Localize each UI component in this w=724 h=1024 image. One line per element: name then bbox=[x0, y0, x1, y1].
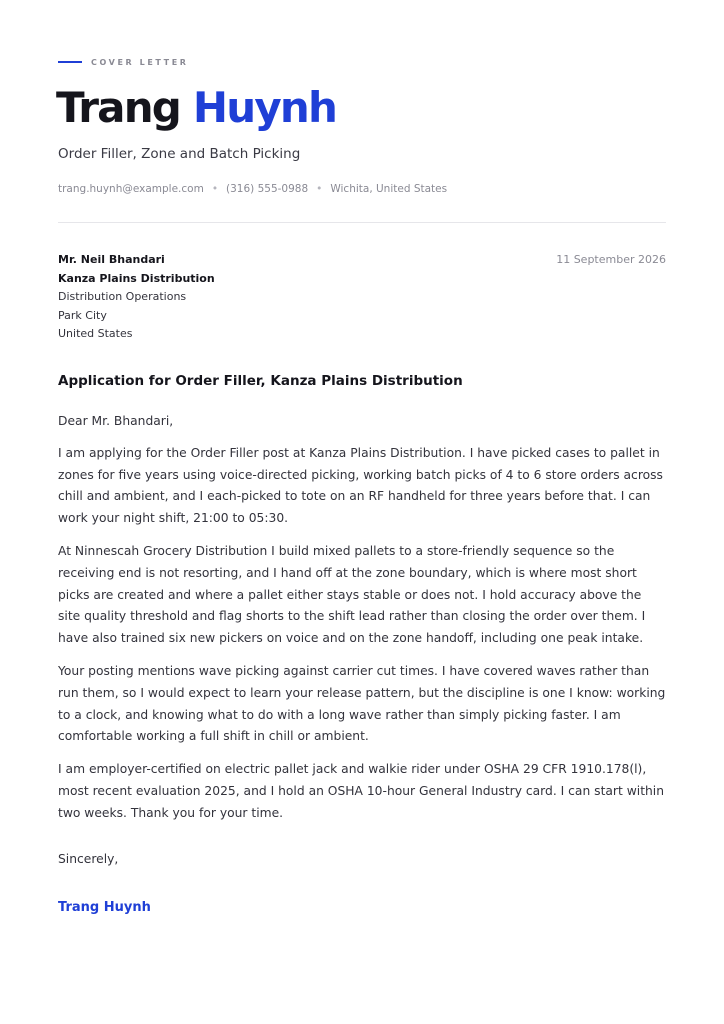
signature: Trang Huynh bbox=[58, 900, 151, 915]
body-paragraph: At Ninnescah Grocery Distribution I build mixed pallets to a store-friendly sequence so the receiving end is not resorting, and I hand off at the zone boundary, which is where most short picks are created and where a pallet either stays stable or does not. I hold accuracy above the site quality threshold and flag shorts to the shift lead rather than closing the order over them. I have also trained six new pickers on voice and on the zone handoff, including one peak intake. bbox=[58, 543, 646, 646]
recipient-name: Mr. Neil Bhandari bbox=[58, 253, 165, 266]
eyebrow bbox=[58, 56, 189, 68]
body-paragraph: Your posting mentions wave picking against carrier cut times. I have covered waves rather than run them, so I would expect to learn your release pattern, but the discipline is one I know: working to a clock, and knowing what to do with a long wave rather than simply picking faster. I am comfortable working a full shift in chill or ambient. bbox=[58, 663, 666, 744]
contact-email[interactable]: trang.huynh@example.com bbox=[58, 183, 204, 195]
letter-subject: Application for Order Filler, Kanza Plains Distribution bbox=[58, 373, 463, 389]
salutation: Dear Mr. Bhandari, bbox=[58, 414, 174, 428]
last-name: Huynh bbox=[192, 83, 337, 132]
contact-location: Wichita, United States bbox=[330, 183, 448, 195]
contact-separator: • bbox=[316, 183, 323, 195]
first-name: Trang bbox=[56, 83, 181, 132]
recipient-department: Distribution Operations bbox=[58, 290, 187, 303]
body-paragraph: I am employer-certified on electric pallet jack and walkie rider under OSHA 29 CFR 1910.178(l), most recent evaluation 2025, and I hold an OSHA 10-hour General Industry card. I can start within two weeks. Thank you for your time. bbox=[58, 762, 665, 820]
contact-line bbox=[58, 183, 447, 195]
header-divider bbox=[58, 222, 666, 223]
letter-body bbox=[58, 411, 666, 836]
recipient-country: United States bbox=[58, 327, 133, 340]
contact-separator: • bbox=[211, 183, 219, 195]
eyebrow-rule bbox=[58, 61, 82, 63]
recipient-company: Kanza Plains Distribution bbox=[58, 271, 215, 285]
applicant-name bbox=[56, 80, 336, 136]
contact-phone[interactable]: (316) 555-0988 bbox=[226, 183, 309, 195]
job-title: Order Filler, Zone and Batch Picking bbox=[58, 146, 301, 162]
recipient-city: Park City bbox=[58, 308, 107, 322]
closing: Sincerely, bbox=[58, 852, 119, 866]
letter-date: 11 September 2026 bbox=[556, 253, 666, 266]
body-paragraph: I am applying for the Order Filler post at Kanza Plains Distribution. I have picked cases to pallet in zones for five years using voice-directed picking, working batch picks of 4 to 6 store orders across chill and ambient, and I each-picked to tote on an RF handheld for three years before that. I can work your night shift, 21:00 to 05:30. bbox=[58, 445, 663, 526]
eyebrow-label: COVER LETTER bbox=[91, 57, 189, 67]
recipient-block bbox=[58, 251, 215, 344]
